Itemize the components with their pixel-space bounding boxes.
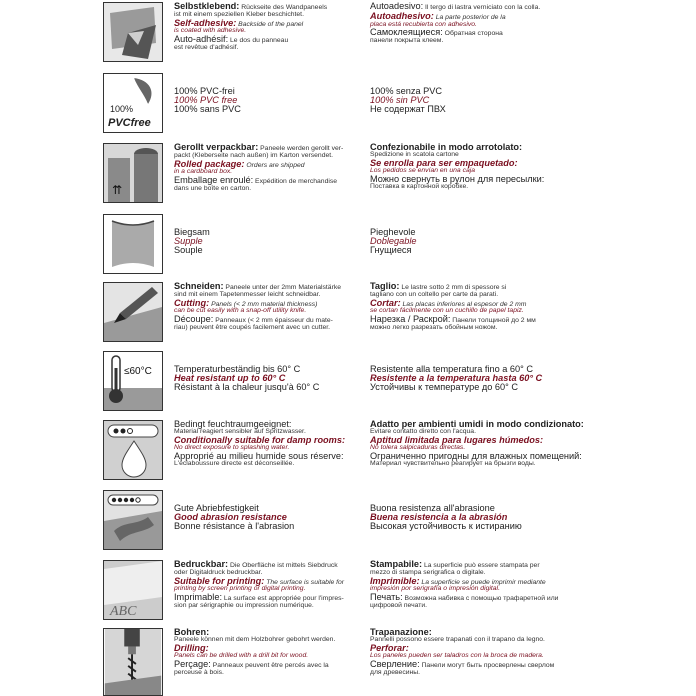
label-en: Cutting: [174, 297, 210, 308]
feature-text-it-es-ru [370, 2, 580, 45]
desc-de-cont: packt (Kleberseite nach außen) im Karton versendet. [174, 151, 334, 159]
printable-surface-icon [103, 560, 163, 620]
desc-fr: Panneaux (< 2 mm épaisseur du mate- [213, 317, 333, 325]
desc-en: Orders are shipped [244, 161, 305, 169]
desc-de: Paneele unter der 2mm Materialstärke [223, 284, 342, 291]
desc-ru-cont: панели покрыта клеем. [370, 37, 444, 45]
desc-ru: Возможна набивка с помощью трафаретной или [402, 595, 559, 603]
label-it: Autoadesivo: [370, 1, 424, 11]
desc-es-cont: se cortan fácilmente con un cuchillo de papel tapiz. [370, 307, 524, 315]
label-de: Biegsam [174, 227, 210, 237]
desc-en: Backside of the panel [236, 20, 304, 28]
label-es: 100% sin PVC [370, 95, 430, 106]
desc-de-cont: sind mit einem Tapetenmesser leicht schneidbar. [174, 290, 321, 298]
desc-it: Le lastre sotto 2 mm di spessore si [399, 284, 507, 291]
label-ru: Сверление: [370, 659, 420, 669]
desc-es: No tolera salpicaduras directas. [370, 444, 466, 452]
feature-text-it-es-ru [370, 419, 584, 468]
label-en: 100% PVC free [174, 95, 238, 106]
feature-text-de-en-fr [174, 87, 364, 115]
desc-en-cont: is coated with adhesive. [174, 27, 247, 35]
label-en: Rolled package: [174, 158, 245, 169]
label-it: Buona resistenza all'abrasione [370, 503, 495, 513]
label-ru: Ограниченно пригодны для влажных помещений: [370, 451, 582, 461]
desc-fr: Panneaux peuvent être percés avec la [210, 662, 329, 669]
feature-text-de-en-fr [174, 228, 364, 256]
desc-de: Rückseite des Wandpaneels [239, 4, 328, 11]
desc-de-cont: ist mit einem speziellen Kleber beschichtet. [174, 10, 304, 18]
flexible-panel-icon [103, 214, 163, 274]
label-en: Suitable for printing: [174, 575, 265, 586]
feature-text-it-es-ru [370, 228, 580, 256]
label-en: Conditionally suitable for damp rooms: [174, 435, 346, 445]
label-ru: Можно свернуть в рулон для пересылки: [370, 174, 545, 184]
label-de-bold: Gerollt verpackbar: [174, 142, 259, 152]
rolled-package-icon [103, 143, 163, 203]
desc-fr-cont: dans une boîte en carton. [174, 184, 252, 192]
abrasion-resistance-icon [103, 490, 163, 550]
label-it: 100% senza PVC [370, 86, 443, 96]
label-ru: Самоклеящиеся: [370, 27, 443, 38]
label-es: Aptitud limitada para lugares húmedos: [370, 435, 544, 445]
label-it: Adatto per ambienti umidi in modo condizionato: [370, 419, 584, 429]
label-it: Trapanazione: [370, 627, 432, 637]
feature-text-de-en-fr [174, 365, 364, 393]
desc-es-cont: impresión por serigrafía o impresión digital. [370, 585, 500, 593]
feature-text-it-es-ru [370, 87, 580, 115]
label-es: Cortar: [370, 297, 401, 308]
desc-ru: Материал чувствительно реагирует на брызги воды. [370, 460, 536, 468]
label-fr: Auto-adhésif: [174, 34, 229, 45]
desc-fr-cont: sion par sérigraphie ou impression numérique. [174, 601, 314, 609]
label-de: Temperaturbeständig bis 60° C [174, 364, 301, 374]
printable-icon-text: ABC [110, 604, 137, 619]
desc-es: La superficie se puede imprimir mediante [419, 578, 546, 586]
desc-fr-cont: riau) peuvent être coupés facilement avec un cutter. [174, 323, 331, 331]
desc-es: Los paneles pueden ser taladros con la broca de madera. [370, 652, 544, 660]
desc-it-cont: mezzo di stampa serigrafica o digitale. [370, 568, 486, 576]
label-ru: Гнущиеся [370, 245, 412, 256]
label-fr: Souple [174, 245, 203, 256]
feature-text-it-es-ru [370, 282, 580, 332]
label-es: Resistente a la temperatura hasta 60° C [370, 373, 543, 384]
label-es: Autoadhesivo: [370, 10, 434, 21]
pvc-icon-text-bottom: PVCfree [108, 117, 151, 129]
thermometer-icon [103, 351, 163, 411]
desc-it: Il tergo di lastra verniciato con la colla. [423, 4, 541, 11]
desc-ru-cont: для древесины. [370, 668, 421, 676]
label-fr: Découpe: [174, 314, 214, 325]
desc-en: Panels (< 2 mm material thickness) [209, 300, 318, 308]
desc-ru-cont: цифровой печати. [370, 601, 428, 609]
desc-ru: Поставка в картонной коробке. [370, 183, 469, 191]
feature-text-de-en-fr [174, 504, 364, 532]
desc-fr: Expédition de merchandise [253, 178, 338, 186]
label-en: Heat resistant up to 60° C [174, 373, 286, 384]
label-es: Perforar: [370, 643, 409, 653]
adhesive-backing-icon [103, 2, 163, 62]
label-ru: Нарезка / Раскрой: [370, 314, 451, 325]
feature-text-de-en-fr [174, 143, 364, 193]
desc-de: Paneele können mit dem Holzbohrer gebohrt werden. [174, 636, 336, 644]
desc-es: Las placas inferiores al espesor de 2 mm [400, 300, 527, 308]
desc-it: La superficie può essere stampata per [422, 562, 540, 569]
water-drop-icon [103, 420, 163, 480]
feature-text-it-es-ru [370, 143, 580, 191]
label-es: Buena resistencia a la abrasión [370, 512, 508, 523]
label-es: Se enrolla para ser empaquetado: [370, 158, 518, 168]
label-de: 100% PVC-frei [174, 86, 235, 96]
label-fr: Imprimable: [174, 592, 222, 603]
label-fr: Approprié au milieu humide sous réserve: [174, 451, 344, 461]
feature-text-it-es-ru [370, 628, 580, 677]
feature-text-de-en-fr [174, 560, 364, 610]
desc-ru: Обратная сторона [442, 30, 503, 38]
desc-es: La parte posterior de la [433, 13, 506, 21]
label-fr: Résistant à la chaleur jusqu'à 60° C [174, 382, 320, 393]
label-de-bold: Selbstklebend: [174, 1, 240, 11]
feature-text-de-en-fr [174, 282, 364, 332]
desc-fr: La surface est appropriée pour l'impres- [222, 595, 344, 603]
label-fr: Perçage: [174, 659, 211, 669]
desc-de: Material reagiert sensibler auf Spritzwasser. [174, 428, 306, 436]
label-de: Gute Abriebfestigkeit [174, 503, 259, 513]
label-en-bold: Self-adhesive: [174, 17, 237, 28]
label-it: Resistente alla temperatura fino a 60° C [370, 364, 534, 374]
desc-es-cont: placa está recubierta con adhesivo. [370, 20, 477, 28]
desc-de-cont: oder Digitaldruck bedruckbar. [174, 568, 263, 576]
desc-en: No direct exposure to splashing water. [174, 444, 290, 452]
label-ru: Печать: [370, 592, 403, 603]
desc-en-cont: in a cardboard box. [174, 168, 233, 176]
desc-it: Pannelli possono essere trapanati con il trapano da legno. [370, 636, 545, 644]
label-en: Supple [174, 236, 203, 247]
label-de: Schneiden: [174, 281, 224, 291]
label-en: Drilling: [174, 643, 209, 653]
desc-fr-cont: est revêtue d'adhésif. [174, 43, 239, 51]
feature-text-it-es-ru [370, 560, 580, 610]
label-ru: Не содержат ПВХ [370, 104, 446, 115]
pvc-icon-text-top: 100% [110, 104, 134, 114]
label-ru: Высокая устойчивость к истиранию [370, 521, 522, 532]
label-en: Good abrasion resistance [174, 512, 287, 523]
desc-it-cont: tagliano con un coltello per carte da parati. [370, 290, 499, 298]
desc-fr: Le dos du panneau [228, 37, 289, 45]
label-it: Taglio: [370, 281, 400, 291]
label-it: Stampabile: [370, 559, 423, 569]
label-fr: Emballage enroulé: [174, 175, 254, 186]
desc-en-cont: can be cut easily with a snap-off utility knife. [174, 307, 307, 315]
desc-en-cont: printing by screen printing or digital printing. [174, 585, 306, 593]
feature-text-de-en-fr [174, 628, 364, 677]
label-es: Imprimible: [370, 575, 420, 586]
desc-es: Los pedidos se envían en una caja [370, 167, 476, 175]
feature-text-de-en-fr [174, 420, 364, 468]
label-it: Pieghevole [370, 227, 416, 237]
desc-it: Evitare contatto diretto con l'acqua. [370, 428, 476, 436]
drill-icon [103, 628, 163, 696]
desc-en: The surface is suitable for [264, 578, 345, 586]
label-ru: Устойчивы к температуре до 60° C [370, 382, 518, 393]
feature-text-de-en-fr [174, 2, 364, 52]
desc-de: Paneele werden gerollt ver- [258, 145, 344, 152]
label-it: Confezionabile in modo arrotolato: [370, 142, 523, 152]
pvc-free-icon [103, 73, 163, 133]
desc-en: Panels can be drilled with a drill bit for wood. [174, 652, 309, 660]
desc-de: Die Oberfläche ist mittels Siebdruck [228, 562, 338, 569]
desc-ru-cont: можно легко разрезать обойным ножом. [370, 323, 498, 331]
label-fr: 100% sans PVC [174, 104, 241, 115]
label-es: Doblegable [370, 236, 417, 247]
label-de: Bedingt feuchtraumgeeignet: [174, 419, 292, 429]
label-de: Bohren: [174, 627, 210, 637]
desc-ru: Панели толщиной до 2 мм [450, 317, 536, 325]
thermometer-icon-text: ≤60°C [124, 366, 152, 377]
desc-fr-cont: perceuse à bois. [174, 668, 224, 676]
desc-fr: L'éclaboussure directe est déconseillée. [174, 460, 295, 468]
feature-text-it-es-ru [370, 365, 580, 393]
cutting-knife-icon [103, 282, 163, 342]
desc-ru: Панели могут быть просверлены сверлом [419, 662, 555, 669]
feature-text-it-es-ru [370, 504, 580, 532]
label-fr: Bonne résistance à l'abrasion [174, 521, 295, 532]
svg-text:⇈: ⇈ [112, 183, 123, 197]
desc-it: Spedizione in scatola cartone [370, 151, 459, 159]
label-de: Bedruckbar: [174, 559, 229, 569]
